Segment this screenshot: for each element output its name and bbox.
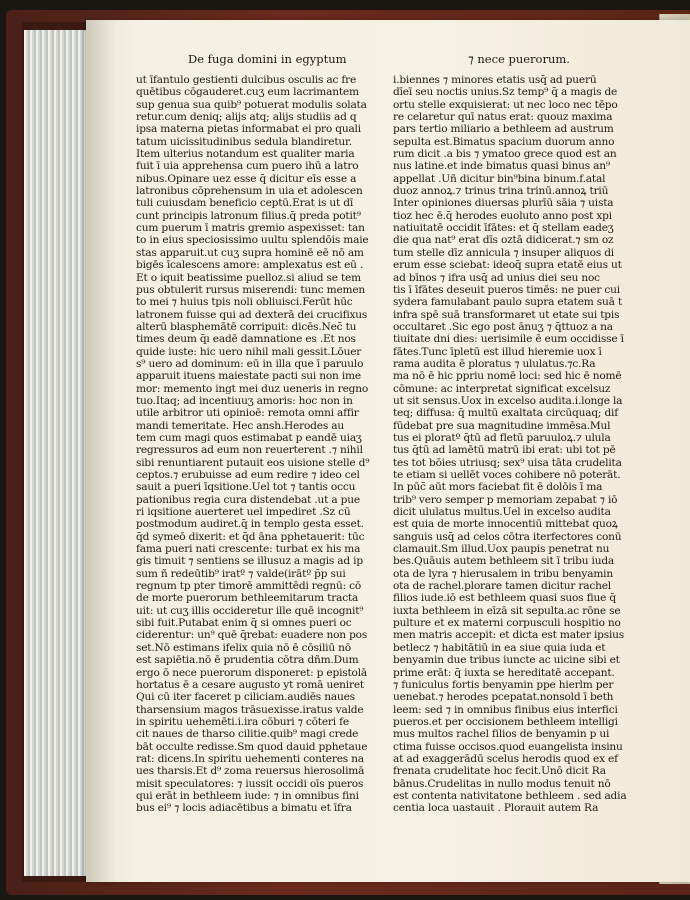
text-line: sibi fuit.Putabat enim q̄ si omnes pueri oc [136,617,352,630]
text-line: Inter opiniones diuersas plurīū sāia ⁊ uista [393,197,614,210]
text-line: dīeī seu noctis unius.Sz temp⁹ q̄ a magis de [393,86,618,99]
text-line: infra spē suā transformaret ut etate sui tpis [393,308,620,321]
text-line: clamauit.Sm illud.Uox paupis penetrat nu [393,543,610,556]
text-line: tus ei ploratº q̄tū ad fletū paruuloꝝ.⁊ ulula [393,431,611,444]
text-line: ues tharsis.Et d⁹ zoma reuersus hierosolimā [136,765,365,778]
text-line: rum dicit̃ .a bis ⁊ ymatoo grece quod est an [393,148,617,161]
text-line: mor: memento ingt mei duz ueneris in regno [136,382,369,395]
text-line: fuit ī uia apprehensa cum puero ihū a latro [136,160,359,173]
text-line: Qui cū iter faceret p ciliciam.audiēs naues [136,691,355,704]
text-line: regressuros ad eum non reuerterent .⁊ nihil [136,444,363,457]
text-line: times deum q̄ı eadē damnatione es .Et nos [136,333,356,346]
running-header-left: De fuga domini in egyptum [188,52,347,66]
text-line: pus obtulerit rursus miserendi: tunc memen [136,283,366,296]
text-line: regnum t̄p pter timorē ammittēdi regnū: cō [136,580,362,593]
text-line: alterū blasphemātē corripuit: dicēs.Nec̄ tu [136,320,357,333]
text-line: set.Nō estimans ifelix quia nō ē cōsiliū nō [136,641,351,654]
text-line: bigēs īcalescens amore: amplexatus est eū . [136,259,364,272]
text-line: hortatus ē a cesare augusto yt romā ueniret [136,678,364,691]
text-line: prime erāt: q̄ iuxta se hereditatē accepant. [393,666,615,679]
text-line: mandi temeritate. Hec ansh.Herodes au [136,419,344,432]
text-line: ad bīnos ⁊ ifra usq̄ ad unius diei seu noc [393,271,600,284]
text-line: betlecz ⁊ habitātiū in ea siue quia iuda et [393,641,606,654]
text-line: filios iude.iō est bethleem quasi suos fiue q̄ [393,592,616,605]
text-line: pueros.et per occisionem bethleem intelligi [393,715,618,728]
text-line: mus multos rachel filios de benyamin p ui [393,728,610,741]
text-line: Item ulterius notandum est qualiter maria [136,148,355,161]
text-line: ceptos.⁊ erubuisse ad eum redire ⁊ ideo cel [136,469,360,481]
text-line: cōmune: ac interpretat̃ significat excelsuz [393,382,611,395]
text-column-right [393,74,638,815]
text-line: tiuitate dni dies: uerisimile ē eum occidisse ī [393,333,624,346]
text-line: gis timuit ⁊ sentiens se illusuz a magis ad ip [136,555,363,568]
text-line: men matris accepit: et dicta est mater ipsius [393,629,625,642]
text-line: sydera famulabant paulo supra etatem suā t̄ [393,296,622,309]
text-line: benyamin due tribus iuncte ac uicine sibi et [393,654,620,667]
text-line: latronibus cōprehensum in uia et adolescen [136,185,363,198]
text-line: tum stelle dīz annicula ⁊ insuper aliquos di [393,246,614,259]
text-line: retur.cum deniq; alijs atq; alijs studiis ad q [136,111,357,124]
text-line: tes tot bōies utriusq; sex⁹ uisa tāta crudelita [393,456,622,469]
text-line: est sapiētia.nō ē prudentia cōtra dñm.Dum [136,654,359,667]
text-line: ctima fuisse occisos.quod euangelista insinu [393,740,623,753]
text-line: rat: dicens.In spiritu uehementi conteres na [136,752,364,765]
text-line: re celaretur quī natus erat: quouz maxima [393,111,613,124]
text-line: uit: ut cuʒ illis occideretur ille quē incognit⁹ [136,604,364,617]
text-line: te etiam si uellēt voces cohibere nō poterāt. [393,469,621,481]
text-line: in spiritu uehemēti.i.ira cōburi ⁊ cōteri fe [136,715,349,728]
text-line: bes.Quāuis autem bethleem sit ī tribu iuda [393,555,615,568]
text-line: duoz annoꝝ.⁊ trinus trina trinū.annoꝝ triū [393,185,609,198]
text-line: tuo.Itaq; ad incentiuuʒ amoris: hoc non in [136,394,353,407]
text-line: i.biennes ⁊ minores etatis usq̄ ad puerū [393,74,597,86]
text-line: ota de lyra ⁊ hierusalem in tribu benyamin [393,567,613,580]
text-line: ut īfantulo gestienti dulcibus osculis ac fre [136,74,357,86]
text-line: uenebat.⁊ herodes pcepatat.nonsold ī beth [393,691,614,704]
text-line: latronem fuisse qui ad dexterā dei crucifixus [136,308,368,321]
text-line: quētibus cōgauderet.cuʒ eum lacrimantem [136,86,359,99]
text-line: pars tertio miliario a bethleem ad austrum [393,123,614,136]
text-line: cum puerum ī matris gremio aspexisset: tan [136,222,365,235]
text-line: sauit a pueri īqsitione.Uel tot ⁊ tantis occu [136,481,356,494]
text-line: ortu stelle exquisierat: ut nec loco nec tēpo [393,98,618,111]
text-line: nus latine.et inde bimatus quasi binus an⁹ [393,160,610,173]
text-line: natiuitatē occidit īfātes: et q̄ stellam eadeʒ [393,222,614,235]
text-line: iuxta bethleem in eīzā sit sepulta.ac rōne se [393,604,621,617]
text-line: dicit ululatus multus.Uel in excelso audita [393,506,611,519]
text-line: ciderentur: un⁹ quē q̄rebat: euadere non pos [136,629,368,642]
text-line: cunt principis latronum filius.q̄ preda potit⁹ [136,209,361,222]
text-line: bus ei⁹ ⁊ locis adiacētibus a bimatu et īfra [136,802,352,815]
text-line: centia loca uastauit . Plorauit autem Ra [393,802,599,815]
text-line: pulture et ex materni corpusculi hospitio no [393,617,621,630]
text-line: appellat̃ .Uñ dicitur bin⁹bina binum.f.atal [393,172,606,185]
text-line: erum esse sciebat: ideoq̄ supra etatē eius ut [393,259,622,272]
text-line: est contenta nativitatone bethleem . sed adia [393,789,627,802]
text-line: est quia de morte innocentiū mittebat̃ quoꝝ [393,518,618,531]
gutter-shadow [86,20,116,882]
text-line: to mei ⁊ huius tpis noli obliuisci.Ferūt hūc [136,296,353,309]
text-line: tharsensium magos trāsuexisse.iratus valde [136,703,364,716]
text-line: fātes.Tunc īpletū est illud hieremie uox ī [393,345,602,358]
text-line: stas apparuit.ut cuʒ supra hominē eē nō am [136,246,364,259]
text-line: Et o iquit beatissime puelloz.si aliud se tem [136,271,361,284]
text-line: at ad exaggerādū scelus herodis quod ex ef [393,752,618,765]
text-line: to in eius speciosissimo uultu splendōis maie [136,234,369,247]
text-line: sibi renuntiarent putauit eos uisione stelle d⁹ [136,456,370,469]
text-line: rama audita ē ploratus ⁊ ululatus.⁊c.Ra [393,357,596,370]
text-line: leem: sed ⁊ in omnibus finibus eius interfici [393,703,618,716]
text-line: bāt̃ occulte redisse.Sm quod dauid pphetaue [136,740,368,753]
text-line: fūdebat̃ pre sua magnitudine immēsa.Mul [393,419,611,432]
text-line: ota de rachel.plorare tamen dicitur rachel [393,580,612,593]
text-column-left [136,74,372,815]
text-line: tioz hec ē.q̄ herodes euoluto anno post xpi [393,209,612,222]
text-line: de morte puerorum bethleemitarum tracta [136,592,359,605]
text-line: occultaret̃ .Sic ego post ānuʒ ⁊ q̄ttuoz a na [393,320,613,333]
text-line: misit speculatores: ⁊ iussit occidi oīs pueros [136,777,364,790]
text-line: qui erāt in bethleem iude: ⁊ in omnibus fini [136,789,359,802]
text-line: sup genua sua quib⁹ potuerat modulis solata [136,98,367,111]
text-line: sanguis usq̄ ad celos cōtra iterfectores conū [393,530,622,543]
text-line: die qua nat⁹ erat dīs oztā didicerat.⁊ sm oz [393,234,614,247]
text-line: apparuit ituens maiestate pacti sui non ime [136,370,361,383]
running-header-right: ⁊ nece puerorum. [468,52,570,66]
text-line: ergo ō nece puerorum disponeret: p epistolā [136,666,368,679]
text-line: ri iqsitione auerteret̃ uel impediret̃ .Sz cū [136,506,351,519]
text-line: quide iuste: hic uero nihil mali gessit.Lōuer [136,345,362,358]
text-line: tis ī īfātes deseuit pueros timēs: ne puer cui [393,283,620,296]
text-line: ⁊ funiculus fortis benyamin ppe hierl̄m per [393,678,614,691]
text-line: postmodum audiret.q̄ in templo gesta esset. [136,518,364,531]
text-line: ma nō ē hic ppriu nomē loci: sed hic ē nomē [393,370,622,383]
text-line: ipsa materna pietas informabat ei pro quali [136,123,361,136]
text-line: nibus.Opinare uez esse q̄ dicitur eīs esse a [136,172,357,185]
text-line: frenata crudelitate hoc fecit.Unō dicit Ra [393,765,606,778]
text-line: pationibus regia cura distendebat̃ .ut a pue [136,493,360,506]
text-line: q̄d symeō dixerit: et q̄d āna pphetauerit: tūc [136,530,365,543]
text-line: fama pueri nati crescente: turbat̃ ex his ma [136,543,361,556]
text-line: In pūc̄ aūt mors faciebat fit ē dolōis ī ma [393,481,603,494]
text-line: tuli cuiusdam beneficio ceptū.Erat is ut dī [136,197,354,210]
text-line: tatum uicissitudinibus sedula blandiretur. [136,135,352,148]
text-line: cit naues de tharso cilitie.quib⁹ magi crede [136,728,359,741]
text-line: sepulta est.Bimatus spacium duorum anno [393,135,615,148]
text-line: sum ñ redeūtib⁹ iratº ⁊ valde(irātº p̄p sui [136,567,346,580]
text-line: trib⁹ vero semper p memoriam zepabat̃ ⁊ iō [393,493,618,506]
left-page-stack [24,30,91,876]
text-line: tem cum magi quos estimabat p eandē uiaʒ [136,431,362,444]
text-line: s⁹ uero ad dominum: eū in illa que ī paruulo [136,357,364,370]
text-line: utile arbitror uti opinioē: remota omni affir [136,407,359,420]
text-line: ut sit sensus.Uox in excelso audita.i.longe la [393,394,623,407]
text-line: bānus.Crudelitas in nullo modus tenuit nō [393,777,611,790]
text-line: teq; diffusa: q̄ multū exaltata circūquaq; dif [393,407,618,420]
text-line: tus q̄tū ad lamētū matrū ibi erat: ubi tot pē [393,444,616,457]
